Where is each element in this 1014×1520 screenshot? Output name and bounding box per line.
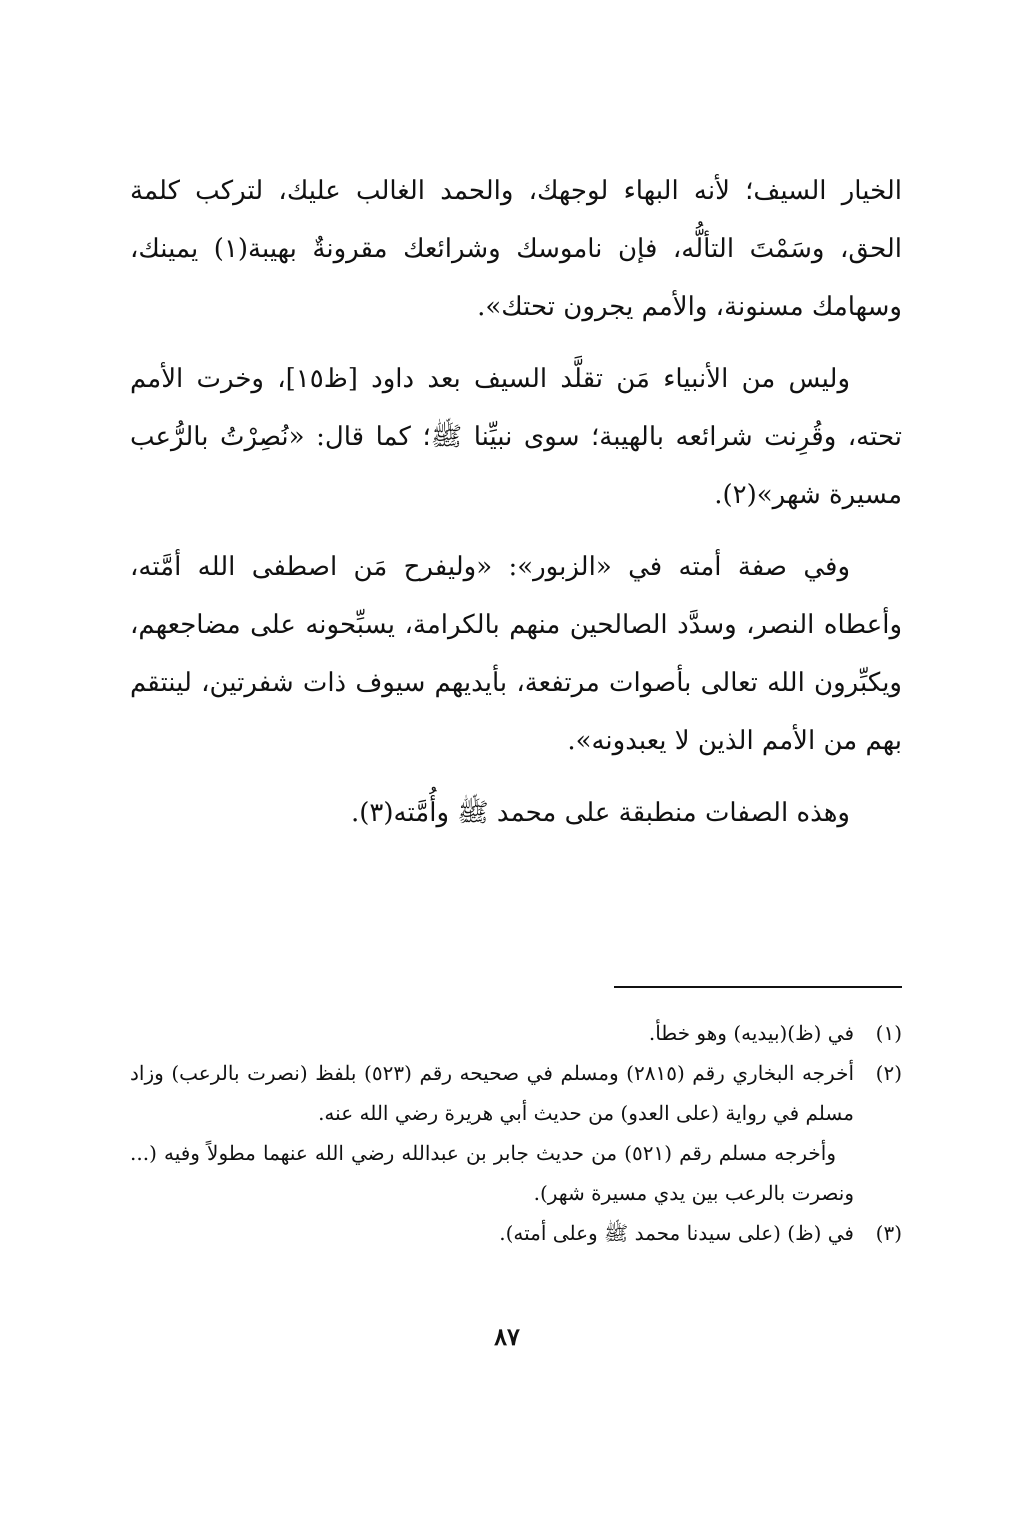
footnote-separator	[614, 986, 902, 988]
footnote-1	[130, 1013, 902, 1053]
page-number: ٨٧	[494, 1322, 520, 1351]
footnote-text: أخرجه البخاري رقم (٢٨١٥) ومسلم في صحيحه رقم (٥٢٣) بلفظ (نصرت بالرعب) وزاد مسلم في رواية (على العدو) من حديث أبي هريرة رضي الله عنه.	[130, 1061, 854, 1125]
footnote-text: في (ظ) (على سيدنا محمد ﷺ وعلى أمته).	[499, 1221, 854, 1245]
footnote-text: في (ظ)(بيديه) وهو خطأ.	[648, 1021, 854, 1045]
footnote-number: (١)	[875, 1021, 902, 1045]
footnote-3	[130, 1213, 902, 1253]
paragraph-3: وفي صفة أمته في «الزبور»: «وليفرح مَن اصطفى الله أمَّته، وأعطاه النصر، وسدَّد الصالحين منهم بالكرامة، يسبِّحونه على مضاجعهم، ويكبِّرون الله تعالى بأصوات مرتفعة، بأيديهم سيوف ذات شفرتين، لينتقم بهم من الأمم الذين لا يعبدونه».	[130, 552, 902, 756]
main-text	[130, 162, 902, 856]
paragraph-2: وليس من الأنبياء مَن تقلَّد السيف بعد داود [ظ١٥]، وخرت الأمم تحته، وقُرِنت شرائعه بالهيبة؛ سوى نبيِّنا ﷺ؛ كما قال: «نُصِرْتُ بالرُّعب مسيرة شهر»(٢).	[130, 364, 902, 510]
footnote-number: (٣)	[875, 1221, 902, 1245]
footnote-number: (٢)	[875, 1061, 902, 1085]
footnote-2	[130, 1053, 902, 1133]
footnotes	[130, 1013, 902, 1253]
footnote-2-continuation: وأخرجه مسلم رقم (٥٢١) من حديث جابر بن عبدالله رضي الله عنهما مطولاً وفيه (... ونصرت بالرعب بين يدي مسيرة شهر).	[130, 1141, 854, 1205]
paragraph-4: وهذه الصفات منطبقة على محمد ﷺ وأُمَّته(٣).	[350, 798, 850, 828]
paragraph-1: الخيار السيف؛ لأنه البهاء لوجهك، والحمد الغالب عليك، لتركب كلمة الحق، وسَمْتَ التألُّه، فإن ناموسك وشرائعك مقرونةٌ بهيبة(١) يمينك، وسهامك مسنونة، والأمم يجرون تحتك».	[130, 176, 903, 322]
